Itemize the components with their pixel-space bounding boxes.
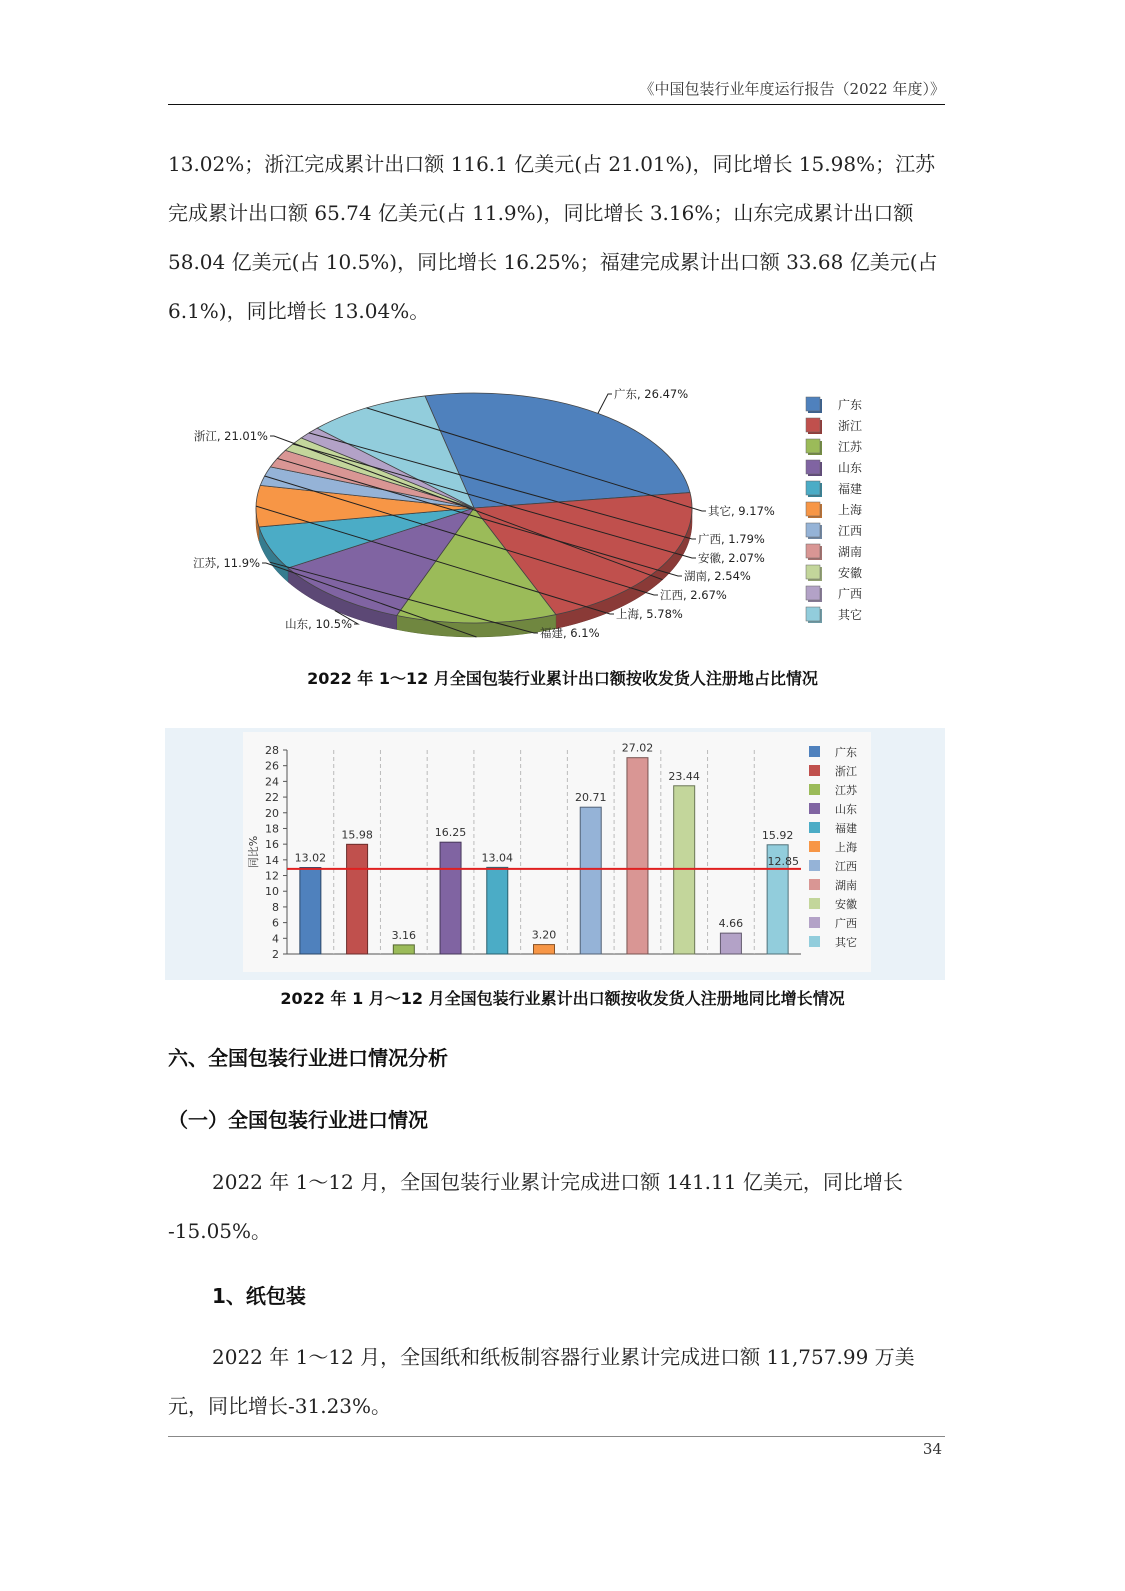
pie-data-label: 上海, 5.78% bbox=[616, 607, 683, 621]
bar-value-label: 13.04 bbox=[481, 851, 514, 865]
intro-line: 13.02%；浙江完成累计出口额 116.1 亿美元(占 21.01%)，同比增长 15.98%；江苏 bbox=[168, 152, 936, 176]
legend-label: 山东 bbox=[838, 461, 863, 475]
legend-swatch bbox=[806, 565, 820, 579]
bar-value-label: 15.92 bbox=[761, 828, 794, 842]
legend-label: 安徽 bbox=[835, 898, 857, 911]
legend-swatch bbox=[809, 765, 820, 776]
pie-data-label: 江西, 2.67% bbox=[660, 588, 727, 602]
bar bbox=[720, 933, 741, 954]
y-tick-label: 28 bbox=[265, 744, 279, 757]
y-tick-label: 18 bbox=[265, 822, 279, 836]
legend-label: 其它 bbox=[838, 608, 863, 622]
legend-label: 江西 bbox=[838, 524, 863, 538]
bar-value-label: 3.16 bbox=[391, 928, 417, 942]
legend-label: 山东 bbox=[835, 803, 857, 816]
legend-label: 其它 bbox=[835, 936, 857, 949]
footer-rule bbox=[168, 1436, 945, 1437]
pie-data-label: 广东, 26.47% bbox=[614, 387, 689, 401]
y-tick-label: 16 bbox=[265, 838, 279, 852]
pie-chart bbox=[168, 378, 945, 650]
pie-data-label: 安徽, 2.07% bbox=[698, 551, 765, 565]
bar bbox=[627, 758, 648, 954]
legend-swatch bbox=[806, 607, 820, 621]
section-heading: 六、全国包装行业进口情况分析 bbox=[168, 1046, 448, 1070]
bar-chart bbox=[165, 728, 945, 980]
bar-value-label: 15.98 bbox=[341, 828, 373, 842]
bar bbox=[580, 807, 601, 954]
y-tick-label: 20 bbox=[265, 806, 279, 820]
pie-data-label: 江苏, 11.9% bbox=[193, 556, 260, 570]
y-tick-label: 22 bbox=[265, 791, 279, 805]
pie-data-label: 湖南, 2.54% bbox=[684, 569, 751, 583]
legend-label: 上海 bbox=[838, 503, 863, 517]
legend-label: 广西 bbox=[838, 587, 863, 601]
bar-chart-caption: 2022 年 1 月～12 月全国包装行业累计出口额按收发货人注册地同比增长情况 bbox=[280, 989, 845, 1008]
y-tick-label: 2 bbox=[272, 948, 279, 961]
legend-swatch bbox=[806, 586, 820, 600]
legend-label: 广西 bbox=[835, 917, 857, 930]
legend-swatch bbox=[806, 523, 820, 537]
paragraph-line: 2022 年 1～12 月，全国包装行业累计完成进口额 141.11 亿美元，同比增长 bbox=[212, 1170, 903, 1194]
bar bbox=[300, 868, 321, 954]
legend-swatch bbox=[809, 879, 820, 890]
intro-line: 6.1%)，同比增长 13.04%。 bbox=[168, 299, 430, 323]
pie-data-label: 浙江, 21.01% bbox=[193, 429, 268, 443]
bar-value-label: 16.25 bbox=[434, 826, 467, 840]
y-tick-label: 4 bbox=[272, 932, 279, 946]
pie-data-label: 其它, 9.17% bbox=[708, 504, 775, 518]
paper-packaging-paragraph bbox=[168, 1333, 945, 1431]
bar bbox=[487, 867, 508, 954]
legend-swatch bbox=[806, 460, 820, 474]
legend-label: 江苏 bbox=[835, 784, 857, 797]
pie-chart-caption: 2022 年 1～12 月全国包装行业累计出口额按收发货人注册地占比情况 bbox=[307, 669, 818, 688]
legend-label: 广东 bbox=[838, 398, 863, 412]
import-paragraph bbox=[168, 1158, 945, 1256]
bar-value-label: 3.20 bbox=[531, 928, 557, 942]
reference-line-label: 12.85 bbox=[767, 854, 799, 868]
intro-line: 58.04 亿美元(占 10.5%)，同比增长 16.25%；福建完成累计出口额 33.68 亿美元(占 bbox=[168, 250, 938, 274]
legend-label: 安徽 bbox=[838, 566, 863, 580]
legend-label: 浙江 bbox=[835, 765, 857, 778]
y-tick-label: 24 bbox=[265, 775, 279, 789]
legend-swatch bbox=[806, 418, 820, 432]
legend-swatch bbox=[809, 936, 820, 947]
bar bbox=[393, 945, 414, 954]
y-tick-label: 12 bbox=[265, 869, 279, 883]
y-tick-label: 6 bbox=[272, 916, 279, 930]
pie-leader-line bbox=[598, 394, 612, 413]
legend-swatch bbox=[809, 746, 820, 757]
legend-label: 上海 bbox=[835, 841, 857, 854]
bar bbox=[674, 786, 695, 954]
legend-swatch bbox=[806, 481, 820, 495]
legend-swatch bbox=[806, 502, 820, 516]
legend-label: 广东 bbox=[835, 746, 857, 759]
running-header: 《中国包装行业年度运行报告（2022 年度）》 bbox=[639, 80, 945, 98]
legend-swatch bbox=[809, 917, 820, 928]
legend-swatch bbox=[806, 544, 820, 558]
paragraph-line: 元，同比增长-31.23%。 bbox=[168, 1394, 392, 1418]
bar bbox=[534, 945, 555, 954]
page-number: 34 bbox=[922, 1440, 942, 1458]
legend-swatch bbox=[806, 397, 820, 411]
subsection-heading: （一）全国包装行业进口情况 bbox=[168, 1108, 428, 1132]
legend-swatch bbox=[809, 841, 820, 852]
y-tick-label: 10 bbox=[265, 885, 279, 899]
y-tick-label: 14 bbox=[265, 853, 279, 867]
y-axis-label: 同比% bbox=[247, 835, 260, 869]
pie-data-label: 福建, 6.1% bbox=[540, 626, 600, 640]
legend-swatch bbox=[809, 860, 820, 871]
bar bbox=[347, 844, 368, 954]
bar bbox=[440, 842, 461, 954]
y-tick-label: 8 bbox=[272, 900, 279, 914]
legend-label: 江苏 bbox=[838, 440, 863, 454]
intro-paragraph bbox=[168, 140, 945, 336]
bar-value-label: 4.66 bbox=[718, 917, 744, 931]
paragraph-line: -15.05%。 bbox=[168, 1219, 272, 1243]
legend-swatch bbox=[809, 898, 820, 909]
bar-value-label: 20.71 bbox=[574, 791, 607, 805]
legend-label: 湖南 bbox=[835, 879, 857, 892]
legend-swatch bbox=[809, 822, 820, 833]
bar-value-label: 13.02 bbox=[294, 851, 327, 865]
item-heading: 1、纸包装 bbox=[212, 1284, 306, 1308]
legend-label: 福建 bbox=[835, 822, 857, 835]
bar-value-label: 27.02 bbox=[621, 741, 654, 755]
bar-value-label: 23.44 bbox=[668, 769, 700, 783]
pie-data-label: 山东, 10.5% bbox=[285, 617, 352, 631]
intro-line: 完成累计出口额 65.74 亿美元(占 11.9%)，同比增长 3.16%；山东完成累计出口额 bbox=[168, 201, 914, 225]
legend-swatch bbox=[809, 784, 820, 795]
legend-label: 湖南 bbox=[838, 545, 863, 559]
legend-label: 福建 bbox=[838, 482, 863, 496]
paragraph-line: 2022 年 1～12 月，全国纸和纸板制容器行业累计完成进口额 11,757.99 万美 bbox=[212, 1345, 915, 1369]
legend-label: 浙江 bbox=[838, 419, 863, 433]
legend-label: 江西 bbox=[835, 860, 857, 873]
pie-data-label: 广西, 1.79% bbox=[698, 532, 765, 546]
legend-swatch bbox=[809, 803, 820, 814]
legend-swatch bbox=[806, 439, 820, 453]
y-tick-label: 26 bbox=[265, 759, 279, 773]
header-rule bbox=[168, 104, 945, 105]
